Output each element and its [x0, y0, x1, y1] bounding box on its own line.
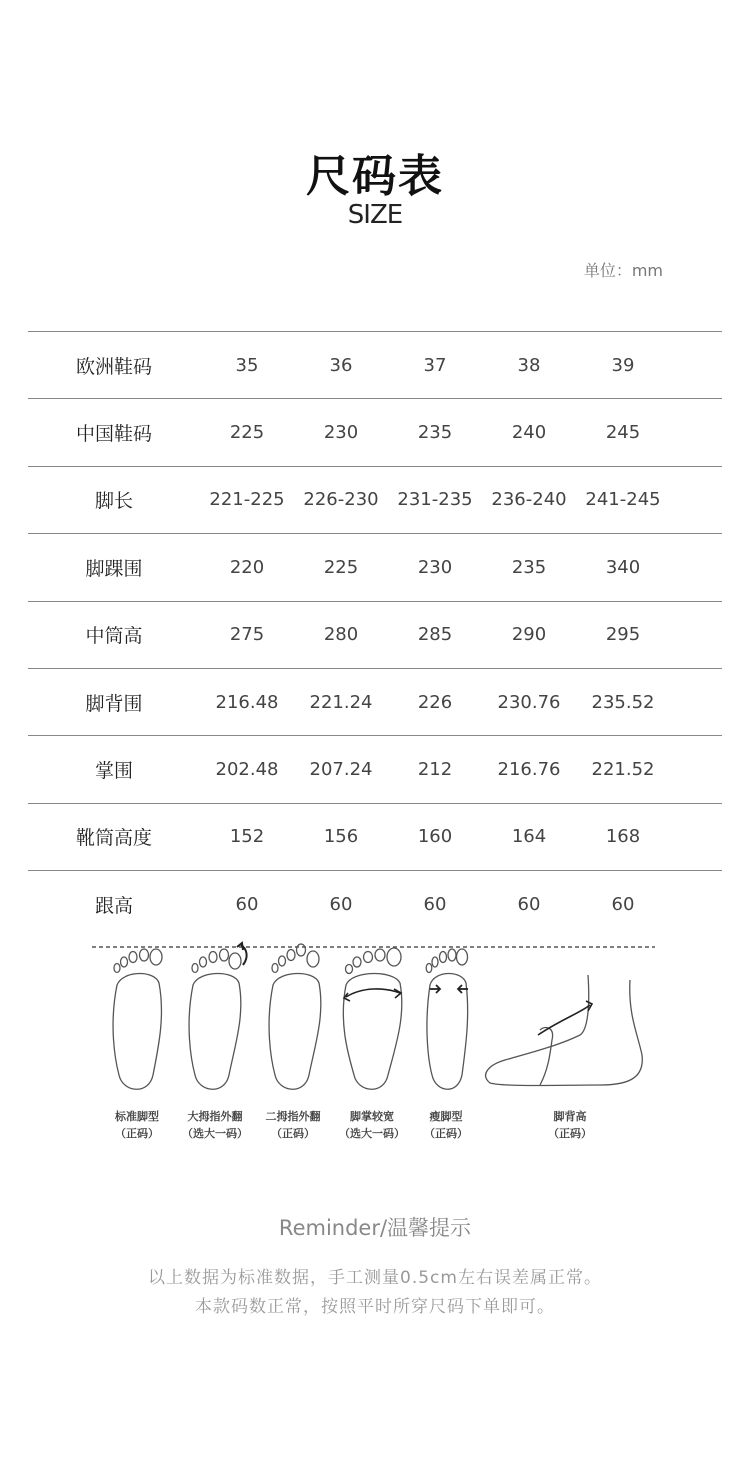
row-label: 中筒高	[28, 601, 200, 668]
table-row	[28, 466, 722, 533]
reminder-line-1: 以上数据为标准数据，手工测量0.5cm左右误差属正常。	[148, 1268, 602, 1288]
table-cell: 221.24	[294, 668, 388, 735]
foot-type-name: 瘦脚型	[429, 1110, 463, 1123]
table-cell: 235	[482, 534, 576, 601]
reminder-line-2: 本款码数正常，按照平时所穿尺码下单即可。	[195, 1297, 555, 1317]
page-subtitle: SIZE	[347, 200, 403, 230]
row-label: 跟高	[94, 895, 133, 918]
reminder-title: Reminder/温馨提示	[278, 1216, 472, 1240]
table-cell: 225	[200, 399, 294, 466]
spacer-cell	[670, 736, 722, 803]
table-cell: 226-230	[294, 466, 388, 533]
spacer-cell	[670, 803, 722, 870]
table-cell: 39	[576, 332, 670, 399]
table-cell: 212	[388, 736, 482, 803]
spacer-cell	[670, 466, 722, 533]
page-title: 尺码表	[306, 151, 444, 202]
table-cell: 160	[388, 803, 482, 870]
foot-type-note: （选大一码）	[182, 1127, 248, 1140]
table-cell: 164	[482, 803, 576, 870]
table-cell: 235	[388, 399, 482, 466]
table-cell: 221.52	[576, 736, 670, 803]
table-row	[28, 871, 722, 938]
table-cell: 60	[423, 894, 447, 916]
foot-type-name: 脚背高	[553, 1110, 587, 1123]
table-cell: 245	[576, 399, 670, 466]
table-cell: 216.48	[200, 668, 294, 735]
foot-type-caption	[396, 1108, 496, 1142]
spacer-cell	[670, 668, 722, 735]
table-cell: 226	[388, 668, 482, 735]
row-label: 脚踝围	[28, 534, 200, 601]
table-cell: 221-225	[200, 466, 294, 533]
table-cell: 230	[294, 399, 388, 466]
foot-type-note: （正码）	[548, 1127, 592, 1140]
table-cell: 340	[576, 534, 670, 601]
row-label: 欧洲鞋码	[28, 332, 200, 399]
table-cell: 168	[576, 803, 670, 870]
table-row	[28, 399, 722, 466]
table-cell: 240	[482, 399, 576, 466]
spacer-cell	[670, 601, 722, 668]
row-label: 掌围	[28, 736, 200, 803]
spacer-cell	[670, 332, 722, 399]
foot-type-note: （正码）	[424, 1127, 468, 1140]
row-label: 中国鞋码	[28, 399, 200, 466]
big-toe-valgus-foot-icon	[189, 943, 247, 1089]
foot-type-note: （选大一码）	[339, 1127, 405, 1140]
foot-type-note: （正码）	[271, 1127, 315, 1140]
table-cell: 280	[294, 601, 388, 668]
row-label: 靴筒高度	[28, 803, 200, 870]
table-cell: 60	[517, 894, 541, 916]
table-cell: 60	[235, 894, 259, 916]
unit-label: 单位：mm	[583, 261, 663, 280]
table-row	[28, 736, 722, 803]
spacer-cell	[670, 534, 722, 601]
row-label: 脚背围	[28, 668, 200, 735]
spacer-cell	[670, 399, 722, 466]
table-cell: 38	[482, 332, 576, 399]
table-cell: 216.76	[482, 736, 576, 803]
table-row	[28, 332, 722, 399]
table-cell: 295	[576, 601, 670, 668]
slim-foot-icon	[426, 949, 468, 1089]
table-cell: 230.76	[482, 668, 576, 735]
foot-type-name: 大拇指外翻	[187, 1110, 243, 1123]
wide-foot-icon	[343, 948, 402, 1089]
table-cell: 37	[388, 332, 482, 399]
table-row	[28, 534, 722, 601]
table-cell: 285	[388, 601, 482, 668]
table-cell: 231-235	[388, 466, 482, 533]
table-cell: 207.24	[294, 736, 388, 803]
table-cell: 275	[200, 601, 294, 668]
table-cell: 241-245	[576, 466, 670, 533]
table-cell: 36	[294, 332, 388, 399]
table-cell: 225	[294, 534, 388, 601]
foot-type-name: 二拇指外翻	[265, 1110, 321, 1123]
table-cell: 60	[611, 894, 635, 916]
table-cell: 236-240	[482, 466, 576, 533]
foot-type-note: （正码）	[115, 1127, 159, 1140]
table-cell: 156	[294, 803, 388, 870]
standard-foot-icon	[113, 949, 162, 1089]
high-instep-foot-icon	[486, 975, 643, 1086]
table-row	[28, 803, 722, 870]
row-label: 脚长	[28, 466, 200, 533]
table-row	[28, 668, 722, 735]
foot-type-name: 标准脚型	[115, 1110, 159, 1123]
table-cell: 60	[329, 894, 353, 916]
table-cell: 230	[388, 534, 482, 601]
second-toe-valgus-foot-icon	[269, 944, 321, 1089]
foot-type-name: 脚掌较宽	[350, 1110, 394, 1123]
spacer-cell	[670, 871, 722, 938]
table-cell: 202.48	[200, 736, 294, 803]
table-cell: 152	[200, 803, 294, 870]
table-cell: 35	[200, 332, 294, 399]
table-cell: 220	[200, 534, 294, 601]
size-table	[28, 331, 722, 938]
table-cell: 290	[482, 601, 576, 668]
table-row	[28, 601, 722, 668]
foot-type-caption	[520, 1108, 620, 1142]
table-cell: 235.52	[576, 668, 670, 735]
